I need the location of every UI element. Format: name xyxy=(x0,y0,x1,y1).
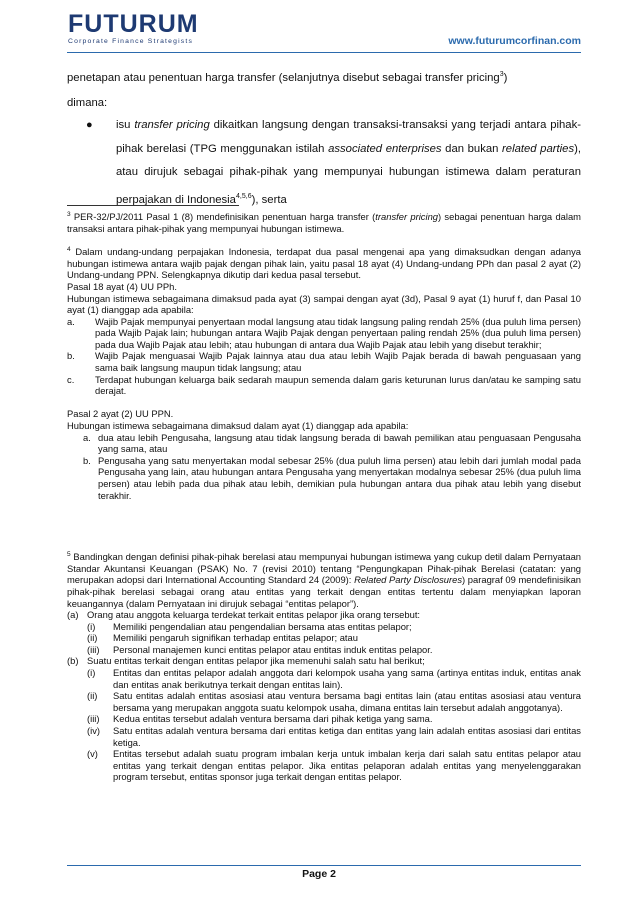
bullet-text-italic: associated enterprises xyxy=(328,142,442,155)
list-marker: (ii) xyxy=(87,632,98,644)
footnote-number: 3 xyxy=(67,211,71,218)
list-marker: (b) xyxy=(67,655,79,667)
list-item xyxy=(87,690,581,713)
footnote-text: ) sebagai penentuan harga dalam transaksi antara pihak-pihak yang mempunyai hubungan istimewa. xyxy=(67,211,581,234)
page-number: Page 2 xyxy=(302,868,336,880)
ppn-title: Pasal 2 ayat (2) UU PPN. xyxy=(67,408,174,420)
pph-title: Pasal 18 ayat (4) UU PPh. xyxy=(67,280,177,292)
bullet-icon: ● xyxy=(86,119,93,131)
bullet-text xyxy=(116,114,581,212)
list-text: Wajib Pajak menguasai Wajib Pajak lainnya atau dua atau lebih Wajib Pajak berada di bawah penguasaan yang sama baik langsung maupun tidak langsung; atau xyxy=(95,350,581,374)
intro-paragraph xyxy=(67,62,581,116)
list-text: Satu entitas adalah entitas asosiasi atau ventura bersama bagi entitas lain (atau entitas asosiasi atau ventura bersama yang merupakan anggota suatu kelompok usaha, dimana entitas lain tersebut adalah anggotanya). xyxy=(113,690,581,713)
list-marker: b. xyxy=(83,454,91,466)
header-url[interactable]: www.futurumcorfinan.com xyxy=(448,35,581,47)
bullet-text-italic: transfer pricing xyxy=(134,119,210,131)
list-item xyxy=(87,644,581,656)
list-text: Suatu entitas terkait dengan entitas pelapor jika memenuhi salah satu hal berikut; xyxy=(87,655,425,667)
footnote-ref-5[interactable]: 5 xyxy=(241,192,246,200)
list-marker: (i) xyxy=(87,620,96,632)
list-item xyxy=(87,632,581,644)
footnote-text: ) paragraf 09 mendefinisikan pihak-pihak berelasi sebagai orang atau entitas yang terkait dengan entitas tertentu dalam menyiapkan laporan keuangannya (dalam Pernyataan ini dirujuk sebagai “entitas pelapor”). xyxy=(67,574,581,609)
list-item xyxy=(87,667,581,690)
list-text: Pengusaha yang satu menyertakan modal sebesar 25% (dua puluh lima persen) atau lebih dari jumlah modal pada Pengusaha yang lain, atau hubungan antara Pengusaha yang menyertakan modalnya sebesar 25% (dua puluh lima persen) atau lebih pada dua pihak atau lebih, demikian pula hubungan antara dua pihak atau lebih yang disebut terakhir. xyxy=(98,454,581,501)
footnote-refs xyxy=(236,193,252,200)
ppn-intro: Hubungan istimewa sebagaimana dimaksud dalam ayat (1) dianggap ada apabila: xyxy=(67,420,409,432)
list-marker: (iii) xyxy=(87,643,100,655)
footnote-number: 5 xyxy=(67,551,71,558)
bullet-list xyxy=(86,114,581,212)
list-text: dua atau lebih Pengusaha, langsung atau tidak langsung berada di bawah pemilikan atau penguasaan Pengusaha yang sama, atau xyxy=(98,431,581,455)
list-marker: a. xyxy=(67,315,75,327)
list-marker: (iv) xyxy=(87,725,101,737)
bullet-text-part: ), atau dirujuk sebagai pihak-pihak yang mempunyai hubungan istimewa dalam peraturan perpajakan di Indonesia xyxy=(116,142,581,206)
list-text: Entitas dan entitas pelapor adalah anggota dari kelompok usaha yang sama (artinya entitas induk, entitas anak dan entitas anak berikutnya terkait dengan entitas lain). xyxy=(113,667,581,690)
footnote-text: Bandingkan dengan definisi pihak-pihak berelasi atau mempunyai hubungan istimewa yang cukup detil dalam Pernyataan Standar Akuntansi Keuangan (PSAK) No. 7 (revisi 2010) tentang “Pengungkapan Pihak-pihak Berelasi (catatan: yang merupakan adopsi dari International Accounting Standard 24 (2009): xyxy=(67,551,581,586)
list-marker: (a) xyxy=(67,609,79,621)
list-text: Entitas tersebut adalah suatu program imbalan kerja untuk imbalan kerja dari salah satu entitas pelapor atau entitas yang terkait dengan entitas pelapor. Jika entitas pelaporan adalah entitas yang menyelenggarakan program tersebut, entitas sponsor juga terkait dengan entitas pelapor. xyxy=(113,748,581,783)
list-item xyxy=(86,114,581,212)
footnote-text-italic: Related Party Disclosures xyxy=(354,574,463,586)
list-text: Satu entitas adalah ventura bersama dari entitas ketiga dan entitas yang lain adalah entitas asosiasi dari entitas ketiga. xyxy=(113,725,581,748)
list-text: Terdapat hubungan keluarga baik sedarah maupun semenda dalam garis keturunan lurus dan/atau ke samping satu derajat. xyxy=(95,373,581,397)
list-item xyxy=(67,350,581,373)
list-item xyxy=(87,621,581,633)
footnote-4 xyxy=(67,244,581,501)
bullet-text-part: dan bukan xyxy=(441,142,503,155)
logo-wordmark: FUTURUM xyxy=(68,10,199,38)
footnote-ref-3[interactable]: 3 xyxy=(499,71,504,78)
list-marker: a. xyxy=(83,431,91,443)
list-item xyxy=(67,316,581,351)
intro-text: penetapan atau penentuan harga transfer (selanjutnya disebut sebagai transfer pricing xyxy=(67,71,500,84)
footnote-separator xyxy=(67,205,239,206)
bullet-text-part: isu xyxy=(116,119,135,131)
dimana-text: dimana: xyxy=(67,96,108,109)
bullet-text-part: dikaitkan langsung dengan transaksi-transaksi yang terjadi antara pihak-pihak berelasi (TPG menggunakan istilah xyxy=(116,119,581,155)
ppn-list xyxy=(67,432,581,502)
futurum-logo xyxy=(68,12,228,46)
footnote-ref-4[interactable]: 4 xyxy=(235,192,240,200)
footnote-3 xyxy=(67,209,581,234)
list-text: Memiliki pengendalian atau pengendalian bersama atas entitas pelapor; xyxy=(113,620,412,632)
footnote-ref-sep: , xyxy=(245,192,248,200)
list-text: Memiliki pengaruh signifikan terhadap entitas pelapor; atau xyxy=(113,632,358,644)
list-marker: (i) xyxy=(87,667,96,679)
pph-list xyxy=(67,316,581,397)
footnote-ref-6[interactable]: 6 xyxy=(247,192,252,200)
footnote-text: PER-32/PJ/2011 Pasal 1 (8) mendefinisikan penentuan harga transfer ( xyxy=(70,211,376,223)
list-item xyxy=(87,725,581,748)
footnote-number: 4 xyxy=(67,246,71,253)
roman-list-a xyxy=(67,621,581,656)
list-text: Wajib Pajak mempunyai penyertaan modal langsung atau tidak langsung paling rendah 25% (dua puluh lima persen) pada Wajib Pajak lain; hubungan antara Wajib Pajak dengan penyertaan paling rendah 25% (dua puluh lima persen) pada dua Wajib Pajak atau lebih; atau hubungan di antara dua Wajib Pajak atau lebih yang disebut terakhir; xyxy=(95,315,581,350)
list-text: Orang atau anggota keluarga terdekat terkait entitas pelapor jika orang tersebut: xyxy=(87,609,421,621)
bullet-text-part: ), serta xyxy=(251,193,287,206)
bullet-text-italic: related parties xyxy=(502,142,575,155)
list-item xyxy=(83,432,581,455)
logo-tagline: Corporate Finance Strategists xyxy=(68,38,194,45)
list-text: Personal manajemen kunci entitas pelapor atau entitas induk entitas pelapor. xyxy=(113,643,433,655)
list-item xyxy=(87,748,581,783)
list-item xyxy=(87,713,581,725)
list-item xyxy=(67,609,581,621)
list-marker: (v) xyxy=(87,748,98,760)
list-item xyxy=(83,455,581,501)
list-marker: b. xyxy=(67,350,75,362)
list-text: Kedua entitas tersebut adalah ventura bersama dari pihak ketiga yang sama. xyxy=(113,713,433,725)
roman-list-b xyxy=(67,667,581,783)
list-marker: c. xyxy=(67,373,75,385)
pph-intro: Hubungan istimewa sebagaimana dimaksud pada ayat (3) sampai dengan ayat (3d), Pasal 9 ayat (1) huruf f, dan Pasal 10 ayat (1) dianggap ada apabila: xyxy=(67,292,581,316)
footnote-5 xyxy=(67,549,581,783)
header-divider xyxy=(67,52,581,53)
footnote-text: Dalam undang-undang perpajakan Indonesia, terdapat dua pasal mengenai apa yang dimaksudkan dengan adanya hubungan istimewa antara wajib pajak dengan pihak lain, yaitu pasal 18 ayat (4) Undang-undang PPh dan pasal 2 ayat (2) Undang-undang PPN. Selengkapnya dikutip dari kedua pasal tersebut. xyxy=(67,246,581,281)
list-marker: (ii) xyxy=(87,690,98,702)
footnote-text-italic: transfer pricing xyxy=(375,211,438,223)
list-item xyxy=(67,655,581,667)
intro-text-end: ) xyxy=(503,71,508,84)
footnote-ref-sep: , xyxy=(239,192,242,200)
footer-divider xyxy=(67,865,581,866)
list-item xyxy=(67,374,581,397)
list-marker: (iii) xyxy=(87,713,100,725)
